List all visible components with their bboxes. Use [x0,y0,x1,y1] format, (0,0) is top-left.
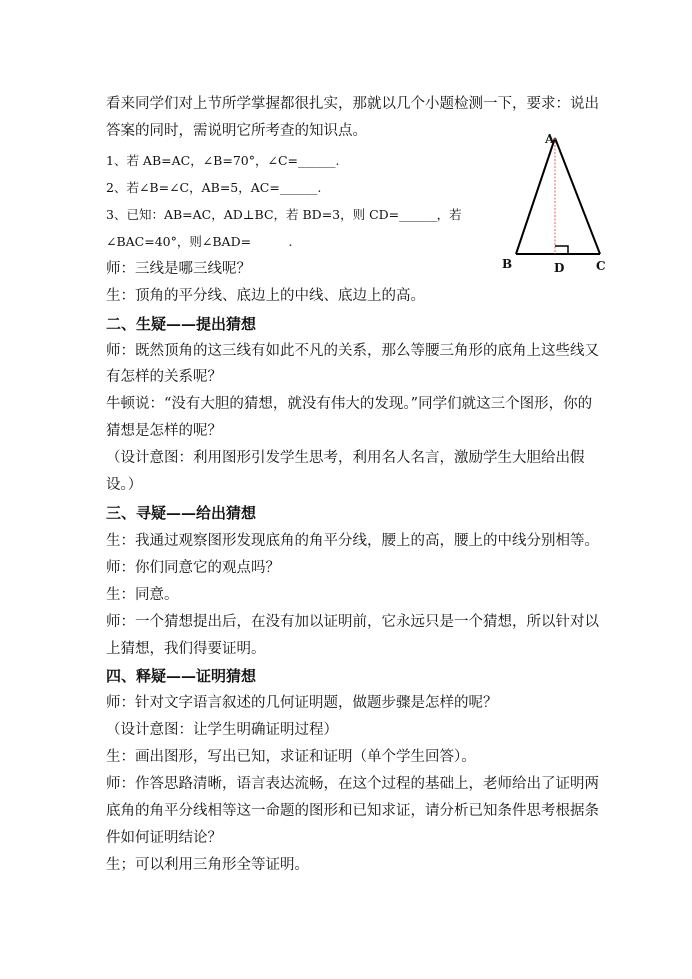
side-ab [516,138,555,254]
text-line: 生；可以利用三角形全等证明。 [106,857,309,873]
isosceles-triangle-figure [498,128,610,278]
section-heading: 二、生疑——提出猜想 [106,315,257,333]
point-label-d: D [554,261,565,275]
side-ac [555,138,600,254]
design-intent: （设计意图：利用图形引发学生思考，利用名人名言，激励学生大胆给出假 [106,450,585,466]
text-line: 师：既然顶角的这三线有如此不凡的关系，那么等腰三角形的底角上这些线又 [106,343,599,359]
design-intent: （设计意图：让学生明确证明过程） [106,722,338,738]
text-line: 底角的角平分线相等这一命题的图形和已知求证，请分析已知条件思考根据条 [106,803,599,819]
question-3: 3、已知：AB=AC，AD⊥BC，若 BD=3，则 CD=______，若 [106,207,462,222]
text-line: 猜想是怎样的呢？ [106,423,222,439]
text-line: 师：三线是哪三线呢？ [106,261,251,277]
question-3-cont: ∠BAC=40°，则∠BAD= . [106,234,293,249]
text-line: 答案的同时，需说明它所考查的知识点。 [106,123,367,139]
question-1: 1、若 AB=AC，∠B=70°，∠C=______. [106,153,340,168]
vertex-label-a: A [545,132,555,146]
text-line: 生：我通过观察图形发现底角的角平分线，腰上的高，腰上的中线分别相等。 [106,533,599,549]
design-intent: 设。） [106,477,143,493]
text-line: 师：一个猜想提出后，在没有加以证明前，它永远只是一个猜想，所以针对以 [106,614,599,630]
text-line: 看来同学们对上节所学掌握都很扎实，那就以几个小题检测一下，要求：说出 [106,96,599,112]
text-line: 有怎样的关系呢？ [106,369,222,385]
text-line: 牛顿说：“没有大胆的猜想，就没有伟大的发现。”同学们就这三个图形，你的 [106,396,593,412]
text-line: 师：针对文字语言叙述的几何证明题，做题步骤是怎样的呢？ [106,695,498,711]
text-line: 生：画出图形，写出已知，求证和证明（单个学生回答）。 [106,749,476,765]
section-heading: 四、释疑——证明猜想 [106,667,257,685]
vertex-label-b: B [502,257,513,271]
text-line: 上猜想，我们得要证明。 [106,641,266,657]
section-heading: 三、寻疑——给出猜想 [106,504,257,522]
text-line: 师：你们同意它的观点吗？ [106,560,280,576]
text-line: 件如何证明结论？ [106,830,222,846]
right-angle-mark [555,246,568,254]
text-line: 生：顶角的平分线、底边上的中线、底边上的高。 [106,288,425,304]
text-line: 师：作答思路清晰，语言表达流畅，在这个过程的基础上，老师给出了证明两 [106,776,599,792]
text-line: 生：同意。 [106,587,179,603]
question-2: 2、若∠B=∠C，AB=5，AC=______. [106,180,322,195]
vertex-label-c: C [596,259,606,273]
